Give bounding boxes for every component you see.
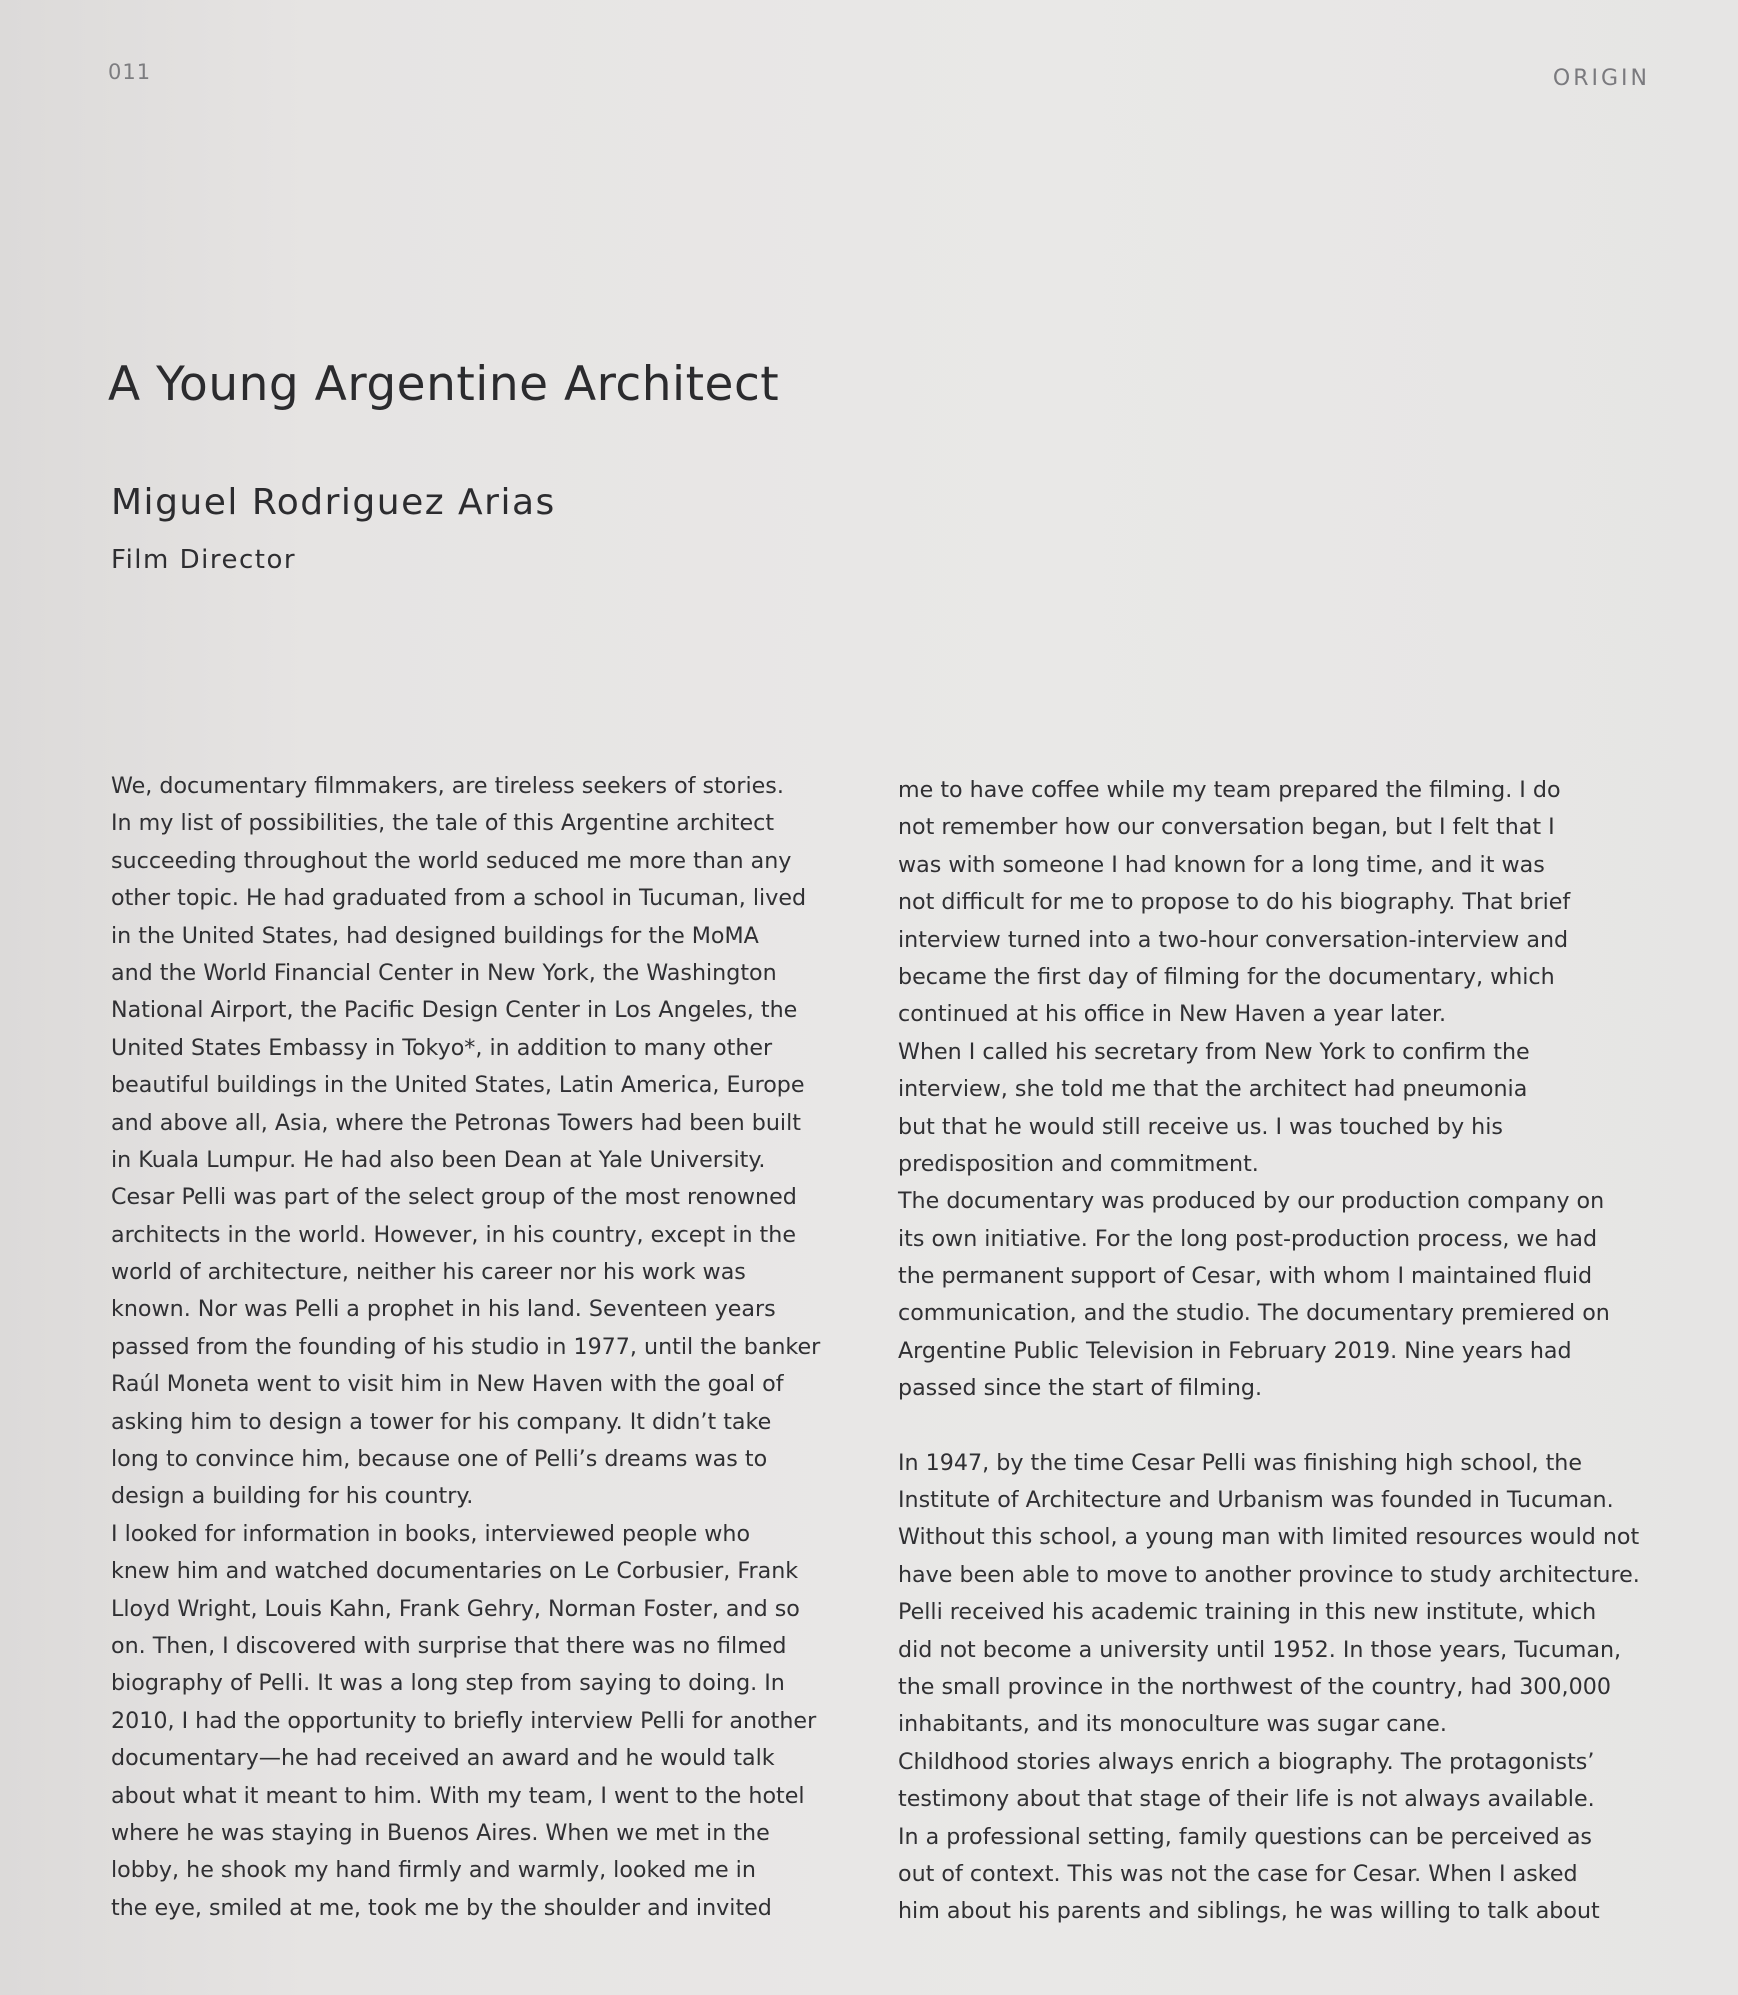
- text-line: Institute of Architecture and Urbanism was founded in Tucuman.: [898, 1487, 1614, 1514]
- section-header: ORIGIN: [1552, 66, 1650, 91]
- text-line: Childhood stories always enrich a biography. The protagonists’: [898, 1748, 1595, 1775]
- text-line: continued at his office in New Haven a year later.: [898, 1001, 1447, 1028]
- text-line: United States Embassy in Tokyo*, in addition to many other: [111, 1034, 773, 1061]
- text-line: long to convince him, because one of Pelli’s dreams was to: [111, 1446, 768, 1473]
- text-line: did not become a university until 1952. In those years, Tucuman,: [898, 1636, 1622, 1663]
- text-line: became the first day of filming for the documentary, which: [898, 963, 1555, 990]
- text-line: National Airport, the Pacific Design Center in Los Angeles, the: [111, 997, 798, 1024]
- paragraph-gap: [898, 1408, 1638, 1445]
- text-line: about what it meant to him. With my team, I went to the hotel: [111, 1782, 805, 1809]
- text-line: in Kuala Lumpur. He had also been Dean at Yale University.: [111, 1146, 766, 1173]
- text-line: interview turned into a two-hour conversation-interview and: [898, 926, 1569, 953]
- text-line: testimony about that stage of their life is not always available.: [898, 1786, 1595, 1813]
- page-number: 011: [108, 60, 152, 84]
- text-line: not difficult for me to propose to do his biography. That brief: [898, 889, 1571, 916]
- text-line: beautiful buildings in the United States, Latin America, Europe: [111, 1072, 805, 1099]
- article-title: A Young Argentine Architect: [108, 357, 780, 412]
- text-line: biography of Pelli. It was a long step from saying to doing. In: [111, 1670, 785, 1697]
- text-line: lobby, he shook my hand firmly and warmly, looked me in: [111, 1857, 756, 1884]
- text-line: architects in the world. However, in his country, except in the: [111, 1221, 796, 1248]
- text-column-right: [898, 772, 1638, 1931]
- text-line: was with someone I had known for a long time, and it was: [898, 851, 1545, 878]
- text-line: Lloyd Wright, Louis Kahn, Frank Gehry, Norman Foster, and so: [111, 1595, 800, 1622]
- text-line: Pelli received his academic training in this new institute, which: [898, 1599, 1597, 1626]
- text-line: the permanent support of Cesar, with whom I maintained fluid: [898, 1263, 1593, 1290]
- text-line: Raúl Moneta went to visit him in New Haven with the goal of: [111, 1371, 784, 1398]
- text-line: interview, she told me that the architect had pneumonia: [898, 1076, 1528, 1103]
- text-line: Cesar Pelli was part of the select group of the most renowned: [111, 1184, 797, 1211]
- text-line: him about his parents and siblings, he was willing to talk about: [898, 1898, 1600, 1925]
- text-line: Without this school, a young man with limited resources would not: [898, 1524, 1640, 1551]
- text-line: In my list of possibilities, the tale of this Argentine architect: [111, 810, 775, 837]
- text-line: In a professional setting, family questions can be perceived as: [898, 1823, 1592, 1850]
- text-line: passed from the founding of his studio in 1977, until the banker: [111, 1333, 821, 1360]
- text-line: predisposition and commitment.: [898, 1150, 1259, 1177]
- text-line: where he was staying in Buenos Aires. When we met in the: [111, 1819, 770, 1846]
- text-line: world of architecture, neither his career nor his work was: [111, 1259, 746, 1286]
- text-line: asking him to design a tower for his company. It didn’t take: [111, 1408, 772, 1435]
- text-line: design a building for his country.: [111, 1483, 474, 1510]
- text-line: and above all, Asia, where the Petronas Towers had been built: [111, 1109, 801, 1136]
- text-line: the eye, smiled at me, took me by the shoulder and invited: [111, 1894, 772, 1921]
- text-line: succeeding throughout the world seduced me more than any: [111, 847, 792, 874]
- text-line: passed since the start of filming.: [898, 1375, 1263, 1402]
- text-line: The documentary was produced by our production company on: [898, 1188, 1605, 1215]
- text-line: communication, and the studio. The documentary premiered on: [898, 1300, 1610, 1327]
- text-line: When I called his secretary from New York to confirm the: [898, 1038, 1530, 1065]
- text-line: 2010, I had the opportunity to briefly interview Pelli for another: [111, 1707, 817, 1734]
- text-line: knew him and watched documentaries on Le Corbusier, Frank: [111, 1558, 799, 1585]
- text-line: but that he would still receive us. I was touched by his: [898, 1113, 1503, 1140]
- text-line: on. Then, I discovered with surprise that there was no filmed: [111, 1632, 787, 1659]
- text-column-left: [111, 768, 861, 1927]
- text-line: have been able to move to another province to study architecture.: [898, 1561, 1640, 1588]
- author-role: Film Director: [111, 545, 297, 575]
- text-line: other topic. He had graduated from a school in Tucuman, lived: [111, 885, 807, 912]
- text-line: In 1947, by the time Cesar Pelli was finishing high school, the: [898, 1449, 1583, 1476]
- text-line: We, documentary filmmakers, are tireless seekers of stories.: [111, 773, 784, 799]
- text-line: documentary—he had received an award and he would talk: [111, 1745, 775, 1772]
- text-line: and the World Financial Center in New York, the Washington: [111, 959, 777, 986]
- text-line: I looked for information in books, interviewed people who: [111, 1520, 751, 1547]
- text-line: Argentine Public Television in February 2019. Nine years had: [898, 1337, 1572, 1364]
- text-line: out of context. This was not the case for Cesar. When I asked: [898, 1860, 1578, 1887]
- text-line: inhabitants, and its monoculture was sugar cane.: [898, 1711, 1447, 1738]
- text-line: the small province in the northwest of the country, had 300,000: [898, 1673, 1611, 1700]
- text-line: in the United States, had designed buildings for the MoMA: [111, 922, 759, 949]
- text-line: its own initiative. For the long post-production process, we had: [898, 1225, 1598, 1252]
- text-line: not remember how our conversation began, but I felt that I: [898, 814, 1555, 841]
- author-name: Miguel Rodriguez Arias: [111, 482, 556, 523]
- text-line: me to have coffee while my team prepared the filming. I do: [898, 777, 1561, 803]
- text-line: known. Nor was Pelli a prophet in his land. Seventeen years: [111, 1296, 776, 1323]
